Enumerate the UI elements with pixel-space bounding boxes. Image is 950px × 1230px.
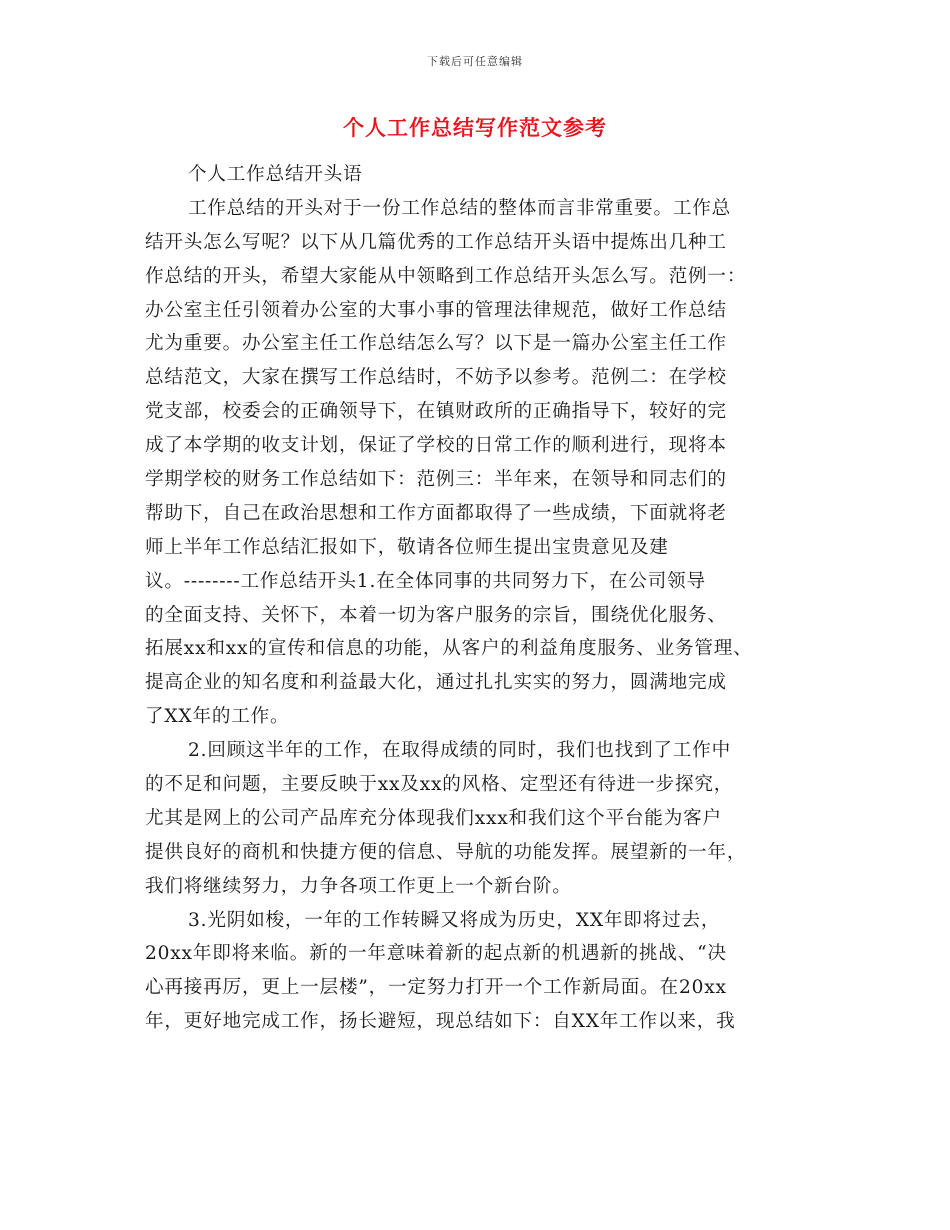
- text-line: 了XX年的工作。: [145, 706, 290, 728]
- text-line: 我们将继续努力，力争各项工作更上一个新台阶。: [145, 875, 572, 897]
- text-line: 作总结的开头，希望大家能从中领略到工作总结开头怎么写。范例一：: [145, 265, 747, 287]
- text-line: 拓展xx和xx的宣传和信息的功能，从客户的利益角度服务、业务管理、: [145, 638, 753, 660]
- text-line: 总结范文，大家在撰写工作总结时，不妨予以参考。范例二：在学校: [145, 367, 727, 389]
- document-body: [145, 158, 805, 1039]
- text-line: 成了本学期的收支计划，保证了学校的日常工作的顺利进行，现将本: [145, 435, 727, 457]
- text-line: 的不足和问题，主要反映于xx及xx的风格、定型还有待进一步探究，: [145, 774, 734, 796]
- text-line: 年，更好地完成工作，扬长避短，现总结如下：自XX年工作以来，我: [145, 1011, 736, 1033]
- text-line: 尤其是网上的公司产品库充分体现我们xxx和我们这个平台能为客户: [145, 807, 722, 829]
- text-line: 2.回顾这半年的工作，在取得成绩的同时，我们也找到了工作中: [188, 740, 731, 762]
- header-note: 下载后可任意编辑: [427, 55, 523, 68]
- text-line: 3.光阴如梭，一年的工作转瞬又将成为历史，XX年即将过去，: [188, 909, 721, 931]
- text-line: 结开头怎么写呢？以下从几篇优秀的工作总结开头语中提炼出几种工: [145, 231, 727, 253]
- text-line: 的全面支持、关怀下，本着一切为客户服务的宗旨，围绕优化服务、: [145, 604, 727, 626]
- paragraph-1: [145, 192, 805, 734]
- text-line: 学期学校的财务工作总结如下：范例三：半年来，在领导和同志们的: [145, 469, 727, 491]
- text-line: 帮助下，自己在政治思想和工作方面都取得了一些成绩，下面就将老: [145, 502, 727, 524]
- text-line: 心再接再厉，更上一层楼”，一定努力打开一个工作新局面。在20xx: [145, 977, 727, 999]
- paragraph-3: [145, 904, 805, 1040]
- text-line: 提供良好的商机和快捷方便的信息、导航的功能发挥。展望新的一年，: [145, 841, 747, 863]
- text-line: 办公室主任引领着办公室的大事小事的管理法律规范，做好工作总结: [145, 299, 727, 321]
- subheading: 个人工作总结开头语: [188, 164, 363, 185]
- text-line: 师上半年工作总结汇报如下，敬请各位师生提出宝贵意见及建: [145, 536, 669, 558]
- paragraph-2: [145, 734, 805, 903]
- text-line: 尤为重要。办公室主任工作总结怎么写？以下是一篇办公室主任工作: [145, 333, 727, 355]
- text-line: 工作总结的开头对于一份工作总结的整体而言非常重要。工作总: [188, 197, 732, 219]
- document-title: 个人工作总结写作范文参考: [343, 116, 607, 140]
- text-line: 议。--------工作总结开头1.在全体同事的共同努力下，在公司领导: [145, 570, 706, 592]
- text-line: 提高企业的知名度和利益最大化，通过扎扎实实的努力，圆满地完成: [145, 672, 727, 694]
- text-line: 党支部，校委会的正确领导下，在镇财政所的正确指导下，较好的完: [145, 401, 727, 423]
- text-line: 20xx年即将来临。新的一年意味着新的起点新的机遇新的挑战、“决: [145, 943, 727, 965]
